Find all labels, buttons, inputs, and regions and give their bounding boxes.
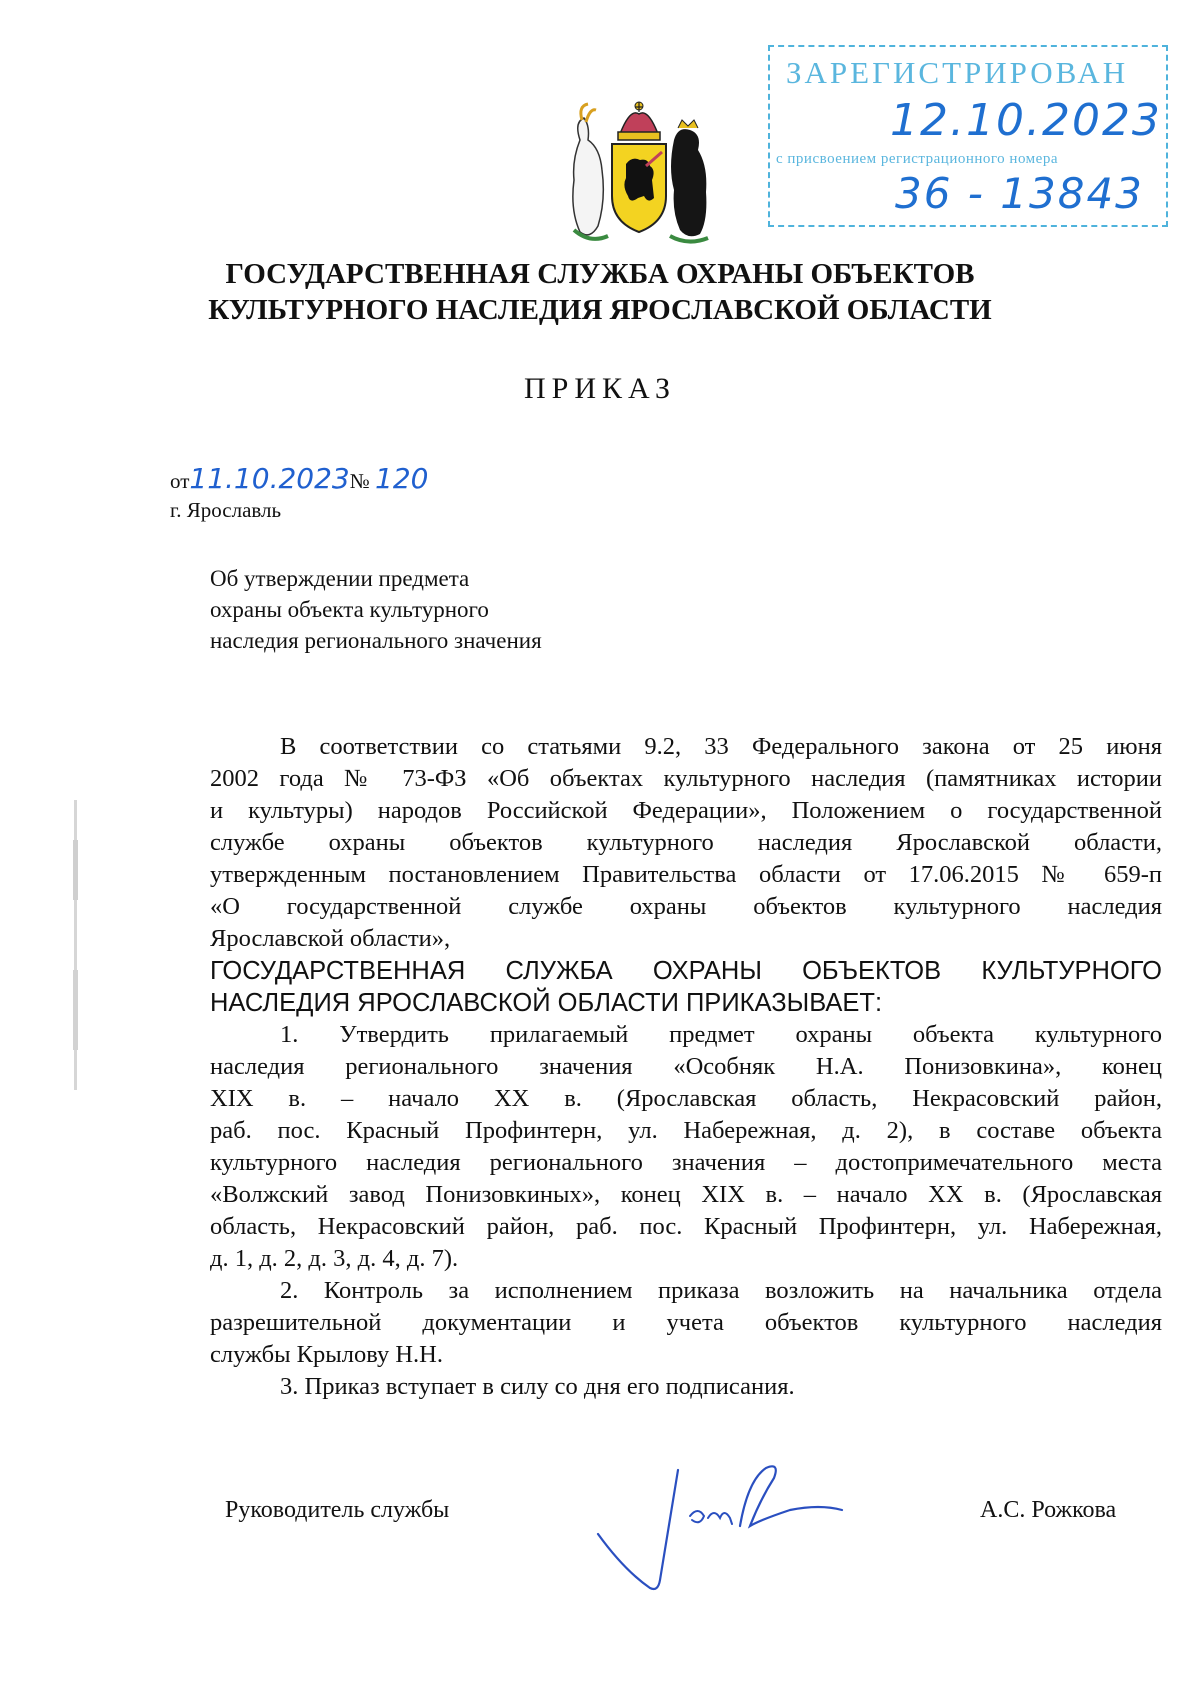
item-1-line: XIX в. – начало XX в. (Ярославская область, Некрасовский район, [210,1085,1162,1112]
item-1-line: область, Некрасовский район, раб. пос. Красный Профинтерн, ул. Набережная, [210,1213,1162,1240]
signature-role: Руководитель службы [225,1497,450,1523]
item-3-line: 3. Приказ вступает в силу со дня его подписания. [280,1373,795,1400]
coat-of-arms-icon [560,100,718,248]
item-2-line: службы Крылову Н.Н. [210,1341,443,1368]
order-date-number [170,462,428,495]
item-1-line: «Волжский завод Понизовкиных», конец XIX в. – начало XX в. (Ярославская [210,1181,1162,1208]
order-city: г. Ярославль [170,498,282,522]
body-line: 2002 года № 73-ФЗ «Об объектах культурного наследия (памятниках истории [210,765,1162,792]
stamp-date: 12.10.2023 [890,95,1162,146]
order-clause-line: НАСЛЕДИЯ ЯРОСЛАВСКОЙ ОБЛАСТИ ПРИКАЗЫВАЕТ: [210,989,883,1017]
body-line: Ярославской области», [210,925,451,952]
body-line: службе охраны объектов культурного наследия Ярославской области, [210,829,1162,856]
item-1-line: д. 1, д. 2, д. 3, д. 4, д. 7). [210,1245,459,1272]
number-prefix: № [349,469,370,493]
agency-title-line-1: ГОСУДАРСТВЕННАЯ СЛУЖБА ОХРАНЫ ОБЪЕКТОВ [225,258,975,290]
subject-line: наследия регионального значения [210,628,542,653]
goat-supporter-icon [573,118,603,235]
crown-icon [618,102,660,140]
body-line: утвержденным постановлением Правительства области от 17.06.2015 № 659-п [210,861,1162,888]
scan-artifact [70,800,82,1090]
agency-title-line-2: КУЛЬТУРНОГО НАСЛЕДИЯ ЯРОСЛАВСКОЙ ОБЛАСТИ [208,294,992,326]
bear-icon [624,159,654,201]
subject-line: охраны объекта культурного [210,597,489,622]
handwritten-signature-icon [590,1460,850,1600]
item-1-line: раб. пос. Красный Профинтерн, ул. Набережная, д. 2), в составе объекта [210,1117,1162,1144]
item-1-line: культурного наследия регионального значения – достопримечательного места [210,1149,1162,1176]
item-1-line: 1. Утвердить прилагаемый предмет охраны объекта культурного [280,1021,1162,1048]
subject-line: Об утверждении предмета [210,566,470,591]
order-date: 11.10.2023 [189,462,350,495]
item-1-line: наследия регионального значения «Особняк Н.А. Понизовкина», конец [210,1053,1162,1080]
body-line: и культуры) народов Российской Федерации», Положением о государственной [210,797,1162,824]
body-line: В соответствии со статьями 9.2, 33 Федерального закона от 25 июня [280,733,1162,760]
signatory-name: А.С. Рожкова [980,1497,1117,1523]
item-2-line: разрешительной документации и учета объектов культурного наследия [210,1309,1162,1336]
order-number: 120 [375,462,429,495]
registration-stamp [768,45,1168,227]
stamp-title: ЗАРЕГИСТРИРОВАН [786,55,1129,90]
stamp-registration-number: 36 - 13843 [895,169,1144,218]
order-clause-line: ГОСУДАРСТВЕННАЯ СЛУЖБА ОХРАНЫ ОБЪЕКТОВ КУЛЬТУРНОГО [210,957,1162,985]
bear-supporter-icon [671,129,706,236]
body-line: «О государственной службе охраны объектов культурного наследия [210,893,1162,920]
item-2-line: 2. Контроль за исполнением приказа возложить на начальника отдела [280,1277,1162,1304]
document-type-title: ПРИКАЗ [524,372,676,405]
stamp-subtitle: с присвоением регистрационного номера [776,151,1058,167]
date-prefix: от [170,469,190,493]
